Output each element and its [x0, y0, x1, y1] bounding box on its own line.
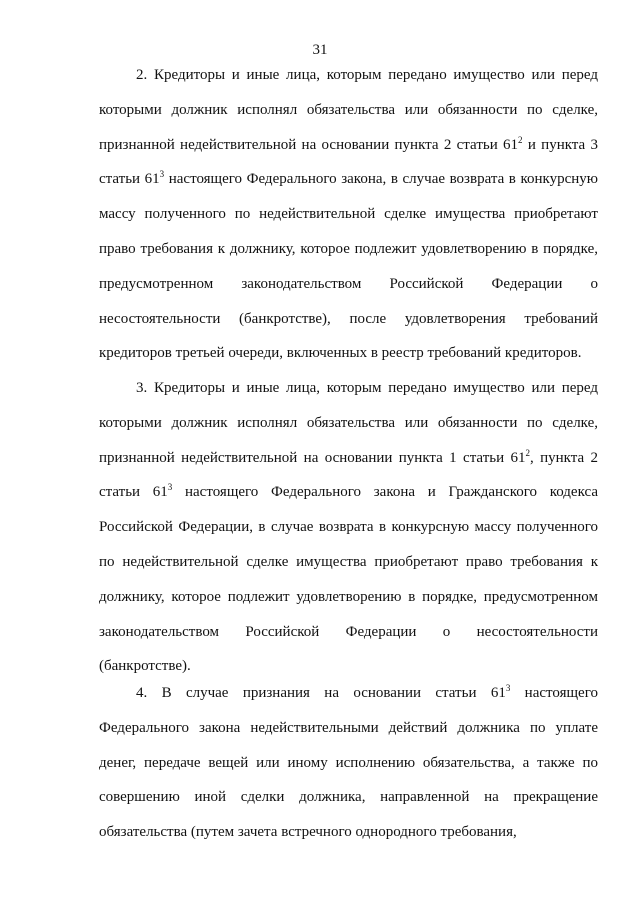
line-text: которыми должник исполнял обязательства или обязанности по сделке, — [99, 414, 598, 431]
text-line — [99, 482, 598, 502]
line-text: обязательства (путем зачета встречного однородного требования, — [99, 824, 517, 841]
line-text: которыми должник исполнял обязательства или обязанности по сделке, — [99, 101, 598, 118]
line-text-continued: настоящего Федерального закона, в случае возврата в конкурсную — [164, 171, 598, 188]
text-line — [99, 718, 598, 738]
line-text: кредиторов третьей очереди, включенных в реестр требований кредиторов. — [99, 345, 582, 362]
line-text: статьи 61 — [99, 484, 168, 501]
line-text-continued: настоящего — [510, 685, 598, 701]
text-line — [99, 822, 598, 842]
text-line — [99, 413, 598, 433]
superscript: 3 — [159, 169, 165, 180]
text-line — [99, 274, 598, 294]
line-text: 3. Кредиторы и иные лица, которым передано имущество или перед — [136, 380, 598, 396]
text-line — [99, 656, 598, 676]
line-text: (банкротстве). — [99, 658, 191, 675]
line-text: статьи 61 — [99, 171, 160, 188]
line-text: денег, передаче вещей или иному исполнению обязательства, а также по — [99, 754, 598, 771]
text-line — [99, 552, 598, 572]
page-number: 31 — [312, 42, 328, 58]
line-text: несостоятельности (банкротстве), после удовлетворения требований — [99, 310, 598, 327]
line-text: по недействительной сделке имущества приобретают право требования к — [99, 554, 598, 570]
superscript: 2 — [525, 447, 530, 458]
text-line — [136, 683, 598, 703]
line-text-continued: и пункта 3 — [522, 136, 599, 153]
text-line — [99, 343, 598, 363]
line-text: совершению иной сделки должника, направленной на прекращение — [99, 789, 598, 806]
line-text: Российской Федерации, в случае возврата в конкурсную массу полученного — [99, 519, 598, 536]
text-line — [99, 622, 598, 642]
line-text: Федерального закона недействительными действий должника по уплате — [99, 719, 598, 736]
line-text: 2. Кредиторы и иные лица, которым передано имущество или перед — [136, 67, 598, 83]
line-text: предусмотренном законодательством Российской Федерации о — [99, 275, 598, 292]
line-text: признанной недействительной на основании пункта 1 статьи 61 — [99, 449, 526, 466]
line-text: массу полученного по недействительной сделке имущества приобретают — [99, 206, 598, 223]
text-line — [99, 787, 598, 807]
text-line — [136, 65, 598, 85]
line-text: должнику, которое подлежит удовлетворению в порядке, предусмотренном — [99, 588, 598, 605]
superscript: 2 — [518, 134, 523, 145]
text-line — [136, 378, 598, 398]
text-line — [99, 753, 598, 773]
text-line — [99, 204, 598, 224]
text-line — [99, 517, 598, 537]
line-text-continued: , пункта 2 — [529, 449, 598, 466]
text-line — [99, 309, 598, 329]
text-line — [99, 100, 598, 120]
text-line — [99, 169, 598, 189]
line-text-continued: настоящего Федерального закона и Гражданского кодекса — [172, 484, 598, 501]
superscript: 3 — [505, 683, 511, 693]
line-text: законодательством Российской Федерации о несостоятельности — [99, 623, 598, 640]
line-text: право требования к должнику, которое подлежит удовлетворению в порядке, — [99, 241, 598, 257]
text-line — [99, 448, 598, 468]
text-line — [99, 587, 598, 607]
text-line — [99, 239, 598, 259]
line-text: признанной недействительной на основании пункта 2 статьи 61 — [99, 136, 519, 153]
text-line — [99, 135, 598, 155]
superscript: 3 — [167, 482, 173, 493]
line-text: 4. В случае признания на основании статьи 61 — [136, 685, 506, 701]
